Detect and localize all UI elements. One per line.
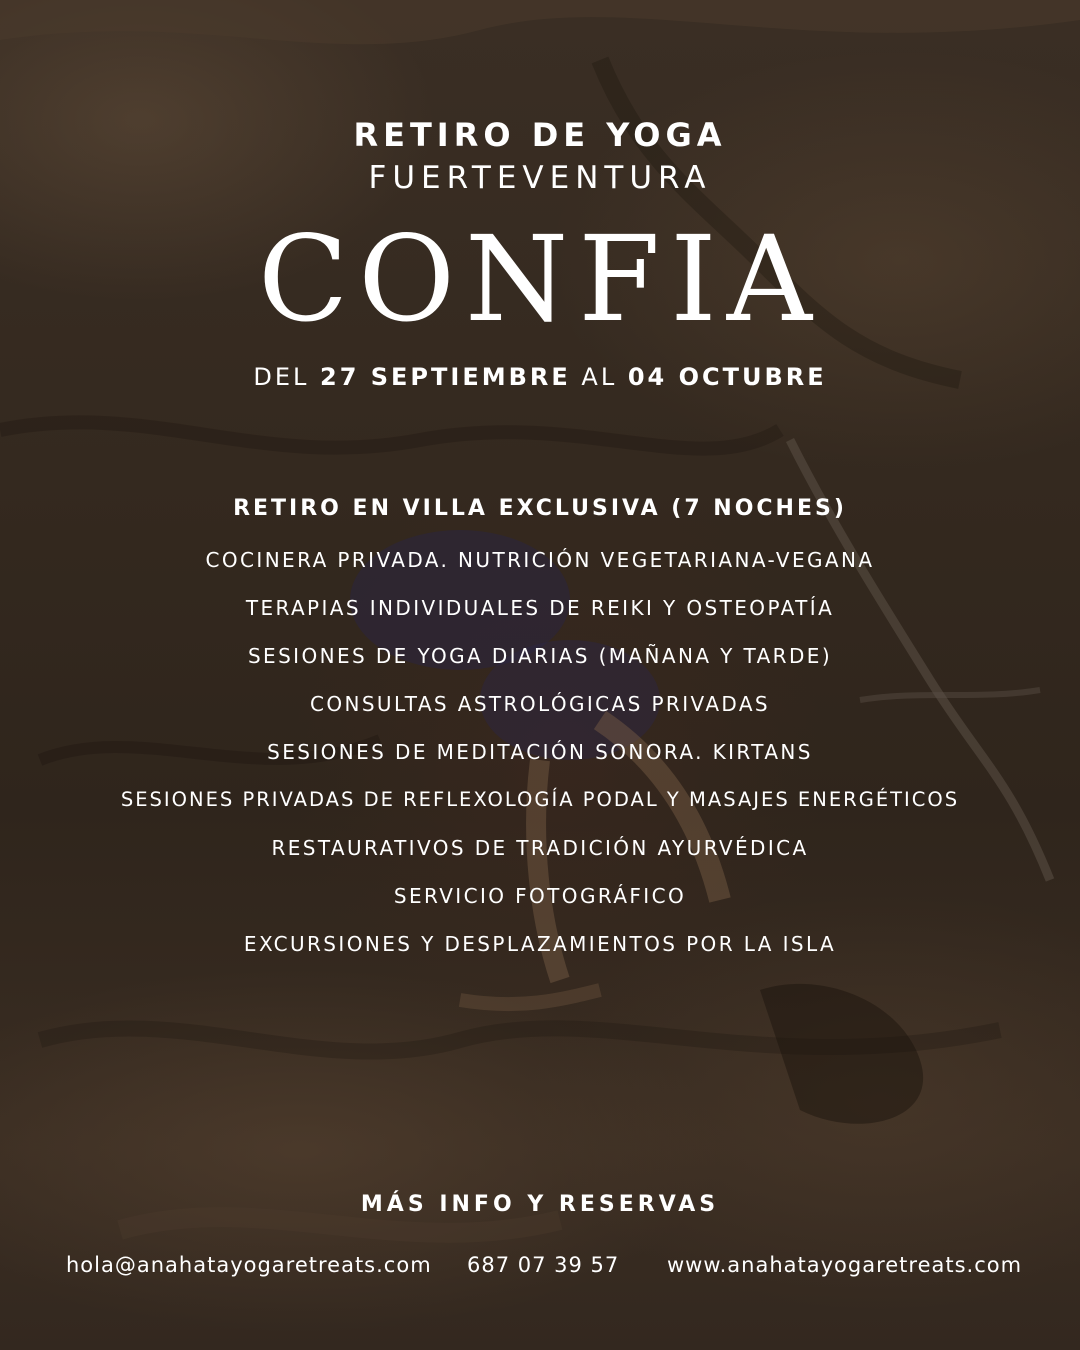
feature-item: TERAPIAS INDIVIDUALES DE REIKI Y OSTEOPATÍA <box>245 596 835 620</box>
event-title: CONFIA <box>258 210 822 348</box>
features-heading: RETIRO EN VILLA EXCLUSIVA (7 NOCHES) <box>233 496 847 521</box>
event-location: FUERTEVENTURA <box>368 160 712 196</box>
feature-item: SESIONES PRIVADAS DE REFLEXOLOGÍA PODAL Y MASAJES ENERGÉTICOS <box>120 788 960 811</box>
event-dates <box>0 363 1080 391</box>
dates-prefix: DEL <box>253 363 310 391</box>
feature-item: COCINERA PRIVADA. NUTRICIÓN VEGETARIANA-VEGANA <box>205 548 875 572</box>
feature-item: SERVICIO FOTOGRÁFICO <box>393 884 687 908</box>
contact-website[interactable]: www.anahatayogaretreats.com <box>667 1253 1023 1277</box>
info-cta: MÁS INFO Y RESERVAS <box>360 1192 720 1217</box>
feature-item: RESTAURATIVOS DE TRADICIÓN AYURVÉDICA <box>271 836 809 860</box>
feature-item: EXCURSIONES Y DESPLAZAMIENTOS POR LA ISLA <box>243 932 837 956</box>
event-type: RETIRO DE YOGA <box>353 116 727 154</box>
feature-item: SESIONES DE MEDITACIÓN SONORA. KIRTANS <box>267 740 813 764</box>
feature-item: SESIONES DE YOGA DIARIAS (MAÑANA Y TARDE) <box>247 644 833 668</box>
dates-connector: AL <box>581 363 618 391</box>
dates-start: 27 SEPTIEMBRE <box>320 363 571 391</box>
contact-phone[interactable]: 687 07 39 57 <box>467 1253 620 1277</box>
dates-end: 04 OCTUBRE <box>627 363 827 391</box>
contact-email[interactable]: hola@anahatayogaretreats.com <box>66 1253 432 1277</box>
feature-item: CONSULTAS ASTROLÓGICAS PRIVADAS <box>309 692 771 716</box>
